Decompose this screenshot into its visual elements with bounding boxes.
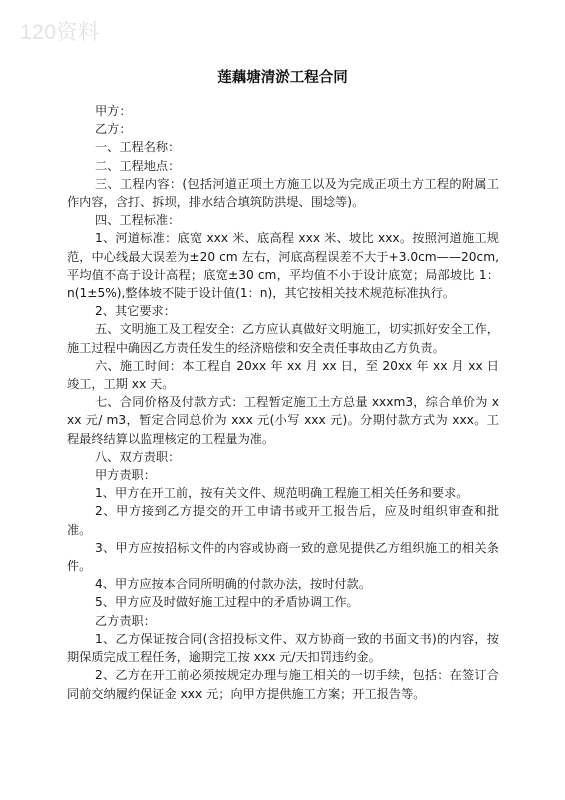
document-body <box>67 102 499 703</box>
paragraph: 乙方： <box>95 122 132 137</box>
paragraph: 2、其它要求： <box>95 304 176 319</box>
paragraph: 甲方： <box>95 104 132 118</box>
paragraph: 3、甲方应按招标文件的内容或协商一致的意见提供乙方组织施工的相关条件。 <box>67 540 499 574</box>
paragraph: 1、甲方在开工前，按有关文件、规范明确工程施工相关任务和要求。 <box>95 486 469 501</box>
paragraph: 八、双方责职： <box>95 449 181 464</box>
paragraph: 乙方责职： <box>95 613 156 628</box>
watermark-logo: 120资料 <box>20 21 100 44</box>
paragraph: 5、甲方应及时做好施工过程中的矛盾协调工作。 <box>95 595 359 610</box>
paragraph: 1、河道标准：底宽 xxx 米、底高程 xxx 米、坡比 xxx。按照河道施工规范，中心线最大误差为±20 cm 左右，河底高程误差不大于+3.0cm——20cm,平均值不高于设计高程；底宽±30 cm，平均值不小于设计底宽；局部坡比 1：n(1±5%),整体坡不陡于设计值(1：n)，其它按相关技术规范标准执行。 <box>67 231 499 301</box>
paragraph: 三、工程内容：(包括河道正项土方施工以及为完成正项土方工程的附属工作内容，含打、拆坝，排水结合填筑防洪堤、围埝等)。 <box>67 176 499 210</box>
paragraph: 2、乙方在开工前必须按规定办理与施工相关的一切手续，包括：在签订合同前交纳履约保证金 xxx 元；向甲方提供施工方案；开工报告等。 <box>67 668 499 701</box>
paragraph: 六、施工时间：本工程自 20xx 年 xx 月 xx 日，至 20xx 年 xx 月 xx 日竣工，工期 xx 天。 <box>67 358 499 392</box>
paragraph: 四、工程标准： <box>95 213 181 228</box>
paragraph: 五、文明施工及工程安全：乙方应认真做好文明施工，切实抓好安全工作，施工过程中确因乙方责任发生的经济赔偿和安全责任事故由乙方负责。 <box>67 322 499 355</box>
paragraph: 1、乙方保证按合同(含招投标文件、双方协商一致的书面文书)的内容，按期保质完成工程任务，逾期完工按 xxx 元/天扣罚违约金。 <box>67 631 499 665</box>
document-title: 莲藕塘清淤工程合同 <box>217 70 348 86</box>
paragraph: 2、甲方接到乙方提交的开工申请书或开工报告后，应及时组织审查和批准。 <box>67 504 499 537</box>
paragraph: 4、甲方应按本合同所明确的付款办法，按时付款。 <box>95 577 371 592</box>
paragraph: 七、合同价格及付款方式：工程暂定施工土方总量 xxxm3，综合单价为 xxx 元/ m3，暂定合同总价为 xxx 元(小写 xxx 元)。分期付款方式为 xxx。工程最终结算以监理核定的工程量为准。 <box>67 395 499 446</box>
paragraph: 二、工程地点： <box>95 158 181 173</box>
paragraph: 一、工程名称： <box>95 140 181 155</box>
paragraph: 甲方责职： <box>95 468 156 483</box>
